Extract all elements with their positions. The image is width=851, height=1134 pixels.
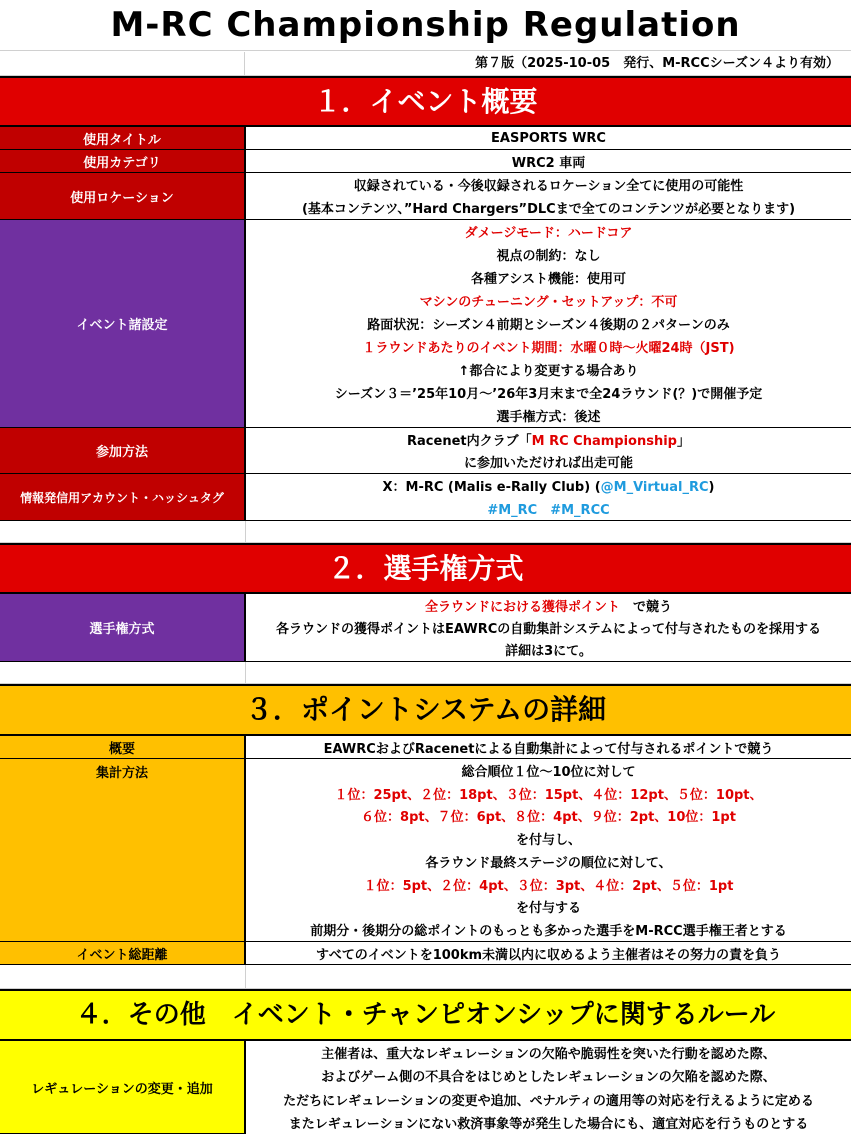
distance-text: すべてのイベントを100km未満以内に収めるよう主催者はその努力の責を負う — [315, 947, 782, 963]
regulation-change-label: レギュレーションの変更・追加 — [0, 1041, 246, 1134]
method-line: 各ラウンド最終ステージの順位に対して、 — [425, 855, 672, 871]
title-value-text: EASPORTS WRC — [491, 130, 606, 146]
spacer-row — [0, 965, 851, 989]
settings-line: 視点の制約：なし — [496, 249, 601, 264]
join-pre: Racenet内クラブ「 — [407, 433, 532, 449]
spacer-row — [0, 662, 851, 684]
title-value — [246, 127, 851, 150]
overview-label: 概要 — [0, 736, 246, 759]
page-title: M-RC Championship Regulation — [0, 0, 851, 51]
location-value — [246, 173, 851, 220]
category-value — [246, 150, 851, 173]
section-4-heading: ４．その他 イベント・チャンピオンシップに関するルール — [0, 989, 851, 1041]
spacer-gridline — [245, 965, 246, 989]
edition-note: 第７版（2025-10-05 発行、M-RCCシーズン４より有効） — [245, 52, 851, 76]
x-handle-link[interactable]: @M_Virtual_RC — [600, 480, 709, 495]
championship-format-label: 選手権方式 — [0, 594, 246, 662]
method-line: を付与する — [515, 901, 581, 917]
format-line-3: 詳細は3にて。 — [505, 644, 592, 660]
distance-label: イベント総距離 — [0, 942, 246, 965]
blank-cell — [0, 52, 245, 76]
overview-value — [246, 736, 851, 759]
settings-line: 選手権方式：後述 — [496, 410, 601, 425]
settings-value — [246, 220, 851, 428]
section-1-heading: １．イベント概要 — [0, 76, 851, 127]
format-line-1-rest: で競う — [620, 599, 673, 615]
points-line: １位：25pt、２位：18pt、３位：15pt、４位：12pt、５位：10pt、 — [334, 787, 763, 803]
settings-line: シーズン３＝’25年10月～’26年3月末まで全24ラウンド(？)で開催予定 — [334, 387, 763, 402]
rule-line: またレギュレーションにない救済事象等が発生した場合にも、適宜対応を行うものとする — [288, 1116, 809, 1132]
spacer-row — [0, 521, 851, 543]
method-line: 総合順位１位～10位に対して — [461, 764, 636, 780]
club-name: M RC Championship — [531, 433, 677, 449]
spacer-gridline — [245, 521, 246, 543]
method-line: 前期分・後期分の総ポイントのもっとも多かった選手をM-RCC選手権王者とする — [310, 924, 787, 940]
settings-line: 各種アシスト機能：使用可 — [470, 272, 627, 287]
settings-line: １ラウンドあたりのイベント期間：水曜０時～火曜24時（JST) — [362, 341, 735, 356]
account-line — [246, 476, 851, 495]
format-highlight: 全ラウンドにおける獲得ポイント — [424, 599, 620, 615]
settings-line: ダメージモード：ハードコア — [464, 226, 633, 241]
overview-text: EAWRCおよびRacenetによる自動集計によって付与されるポイントで競う — [323, 741, 774, 757]
location-line-1: 収録されている・今後収録されるロケーション全てに使用の可能性 — [353, 179, 744, 194]
settings-line: 路面状況：シーズン４前期とシーズン４後期の２パターンのみ — [367, 318, 730, 333]
title-label: 使用タイトル — [0, 127, 246, 150]
method-label: 集計方法 — [0, 759, 246, 942]
rule-line: ただちにレギュレーションの変更や追加、ペナルティの適用等の対応を行えるように定める — [283, 1093, 814, 1109]
location-line-2: (基本コンテンツ、”Hard Chargers”DLCまで全てのコンテンツが必要となります) — [301, 202, 796, 217]
section-3-heading: ３．ポイントシステムの詳細 — [0, 684, 851, 736]
hashtags[interactable]: #M_RC #M_RCC — [487, 503, 610, 518]
category-label: 使用カテゴリ — [0, 150, 246, 173]
rule-line: およびゲーム側の不具合をはじめとしたレギュレーションの欠陥を認めた際、 — [321, 1070, 776, 1086]
format-line-1 — [246, 596, 851, 615]
account-pre: X：M-RC (Malis e-Rally Club) ( — [382, 480, 601, 495]
spacer-gridline — [245, 662, 246, 684]
format-line-2: 各ラウンドの獲得ポイントはEAWRCの自動集計システムによって付与されたものを採用する — [276, 621, 821, 637]
join-value — [246, 428, 851, 474]
settings-line: ↑都合により変更する場合あり — [458, 364, 639, 379]
method-value — [246, 759, 851, 942]
join-post: 」 — [676, 433, 690, 449]
rule-line: 主催者は、重大なレギュレーションの欠陥や脆弱性を突いた行動を認めた際、 — [321, 1047, 776, 1063]
account-label: 情報発信用アカウント・ハッシュタグ — [0, 474, 246, 521]
points-line: １位：5pt、２位：4pt、３位：3pt、４位：2pt、５位：1pt — [363, 878, 734, 894]
regulation-change-value — [246, 1041, 851, 1134]
points-line: ６位：8pt、７位：6pt、８位：4pt、９位：2pt、10位：1pt — [361, 810, 736, 826]
location-label: 使用ロケーション — [0, 173, 246, 220]
settings-line: マシンのチューニング・セットアップ：不可 — [419, 295, 678, 310]
distance-value — [246, 942, 851, 965]
settings-label: イベント諸設定 — [0, 220, 246, 428]
account-value — [246, 474, 851, 521]
championship-format-value — [246, 594, 851, 662]
join-label: 参加方法 — [0, 428, 246, 474]
join-line-1 — [246, 430, 851, 449]
method-line: を付与し、 — [515, 833, 581, 849]
section-2-heading: ２．選手権方式 — [0, 543, 851, 594]
category-value-text: WRC2 車両 — [511, 155, 586, 171]
account-post: ) — [708, 480, 715, 495]
join-line-2: に参加いただければ出走可能 — [463, 456, 633, 472]
